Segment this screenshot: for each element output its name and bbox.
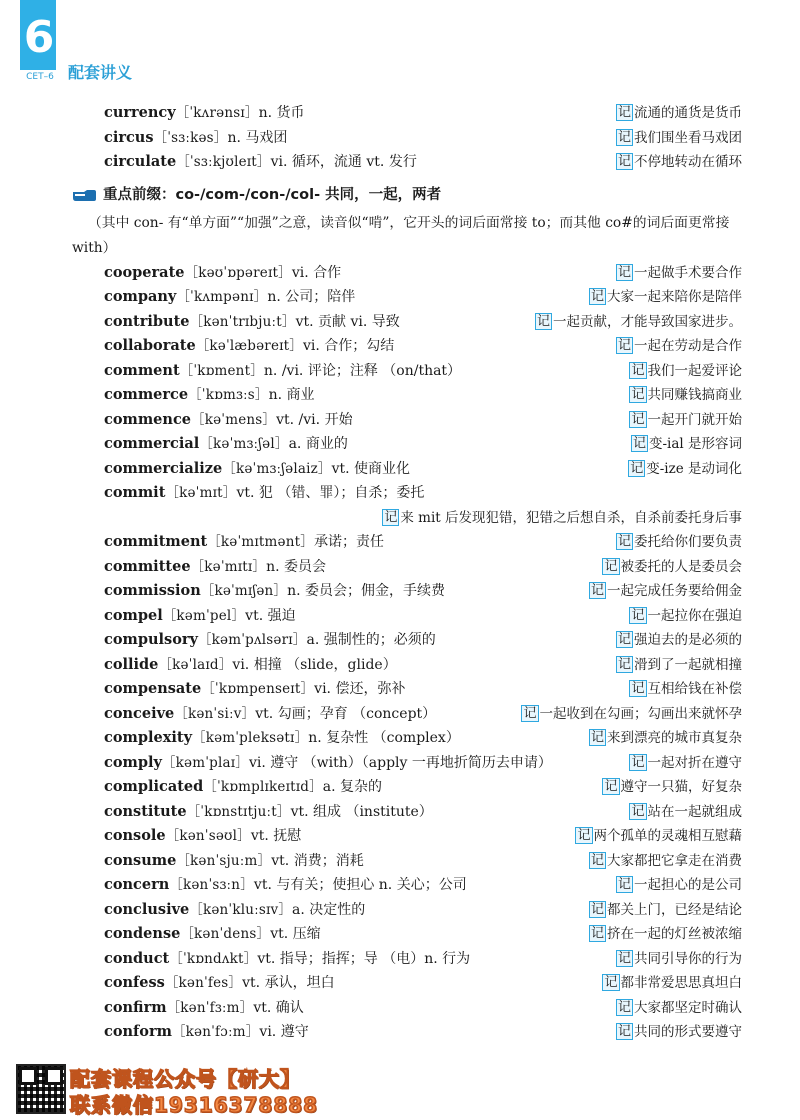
memory-tip xyxy=(616,1020,742,1045)
entry-definition-line xyxy=(104,873,467,898)
phonetic: ［kəˈlaɪd］ xyxy=(158,656,233,673)
vocab-entry xyxy=(0,310,800,335)
memory-tip-text: 来到漂亮的城市真复杂 xyxy=(607,730,742,746)
vocab-entry xyxy=(0,126,800,151)
headword: commence xyxy=(104,410,192,428)
vocab-entry xyxy=(0,849,800,874)
memory-tip xyxy=(589,849,742,874)
phonetic: ［kənˈfes］ xyxy=(164,975,243,991)
entry-definition-line xyxy=(104,996,304,1021)
memory-tip xyxy=(616,653,742,678)
meaning: a. 强制性的；必须的 xyxy=(306,632,436,648)
memory-tip-text: 流通的通货是货币 xyxy=(634,105,742,121)
vocab-entry xyxy=(0,101,800,126)
memory-icon: 记 xyxy=(590,289,604,304)
memory-icon: 记 xyxy=(590,852,604,868)
entry-definition-line xyxy=(104,481,424,506)
memory-tip xyxy=(616,628,742,653)
headword: consume xyxy=(104,851,177,869)
entry-definition-line xyxy=(104,628,436,653)
meaning: vt. 勾画；孕育 （concept） xyxy=(255,705,437,722)
entry-definition-line xyxy=(104,1020,309,1045)
headword: company xyxy=(104,288,177,305)
memory-tip-text: 被委托的人是委员会 xyxy=(620,558,742,575)
vocab-entry xyxy=(0,628,800,653)
phonetic: ［kəmˈpʌlsərɪ］ xyxy=(197,632,307,648)
memory-tip-text: 我们围坐看马戏团 xyxy=(634,129,742,146)
headword: conclusive xyxy=(104,900,190,918)
meaning: vt. 承认，坦白 xyxy=(242,975,335,991)
memory-tip xyxy=(589,579,742,604)
memory-tip xyxy=(589,285,742,310)
entry-definition-line xyxy=(104,150,417,175)
meaning: vi. 合作；勾结 xyxy=(303,338,395,354)
meaning: n. 委员会 xyxy=(266,558,327,575)
vocab-entry xyxy=(0,751,800,776)
meaning: vt. /vi. 开始 xyxy=(276,411,353,428)
headword: complicated xyxy=(104,778,204,795)
vocab-entry xyxy=(0,922,800,947)
phonetic: ［ˈkɒmɜːs］ xyxy=(188,387,269,403)
memory-tip xyxy=(575,824,742,849)
vocab-entry xyxy=(0,359,800,384)
vocabulary-list xyxy=(0,101,800,1045)
memory-tip xyxy=(631,432,742,457)
entry-definition-line xyxy=(104,971,335,996)
meaning: vt. 强迫 xyxy=(245,607,296,624)
meaning: vt. 组成 （institute） xyxy=(290,803,433,820)
headword: committee xyxy=(104,557,191,575)
vocab-entry xyxy=(0,726,800,751)
memory-icon: 记 xyxy=(590,730,604,745)
meaning: vi. 循环，流通 vt. 发行 xyxy=(270,154,417,170)
meaning: n. 商业 xyxy=(268,387,315,403)
memory-tip xyxy=(382,506,742,531)
headword: commerce xyxy=(104,386,189,403)
phonetic: ［kənˈsiːv］ xyxy=(174,705,256,722)
meaning: n. /vi. 评论；注释 （on/that） xyxy=(263,362,462,379)
entry-definition-line xyxy=(104,530,384,555)
entry-definition-line xyxy=(104,653,397,678)
memory-icon: 记 xyxy=(604,975,618,990)
vocab-entry xyxy=(0,947,800,972)
memory-tip xyxy=(616,530,742,555)
meaning: n. 复杂性 （complex） xyxy=(308,730,460,746)
memory-tip-text: 变-ial 是形容词 xyxy=(648,436,742,452)
memory-tip-text: 一起对折在遵守 xyxy=(647,754,742,771)
memory-icon: 记 xyxy=(604,558,618,574)
memory-tip xyxy=(602,971,742,996)
meaning: vi. 偿还，弥补 xyxy=(314,681,406,697)
memory-icon: 记 xyxy=(617,534,631,549)
meaning: vt. 贡献 vi. 导致 xyxy=(295,313,400,330)
prefix-note-text: （其中 con- 有“单方面”“加强”之意，读音似“啃”，它开头的词后面常接 to；而其他 co#的词后面更常接 with） xyxy=(72,214,730,256)
memory-tip-text: 一起拉你在强迫 xyxy=(647,607,742,624)
memory-tip xyxy=(629,359,742,384)
headword: compulsory xyxy=(104,631,198,648)
headword: commit xyxy=(104,484,166,501)
phonetic: ［kənˈfɜːm］ xyxy=(166,999,254,1016)
memory-tip-text: 强迫去的是必须的 xyxy=(634,632,742,648)
meaning: n. 马戏团 xyxy=(227,129,288,146)
phonetic: ［ˈkɒment］ xyxy=(179,362,264,379)
entry-definition-line xyxy=(104,261,341,286)
meaning: n. 货币 xyxy=(258,105,305,121)
memory-icon: 记 xyxy=(632,436,646,451)
headword: conform xyxy=(104,1023,172,1040)
vocab-entry xyxy=(0,1020,800,1045)
headword: collide xyxy=(104,655,159,673)
entry-definition-line xyxy=(104,726,460,751)
memory-tip xyxy=(589,922,742,947)
phonetic: ［ˈsɜːkjʊleɪt］ xyxy=(176,154,271,170)
memory-tip xyxy=(628,457,742,482)
memory-icon: 记 xyxy=(630,460,644,476)
qr-code-icon xyxy=(16,1064,66,1114)
headword: conceive xyxy=(104,704,175,722)
entry-definition-line xyxy=(104,126,287,151)
entry-definition-line xyxy=(104,800,433,825)
headword: complexity xyxy=(104,729,192,746)
memory-tip-text: 互相给钱在补偿 xyxy=(647,681,742,697)
memory-icon: 记 xyxy=(577,828,591,843)
vocab-entry xyxy=(0,457,800,482)
vocab-entry xyxy=(0,150,800,175)
entry-definition-line xyxy=(104,285,355,310)
entry-definition-line xyxy=(104,408,353,433)
memory-icon: 记 xyxy=(617,105,631,120)
entry-definition-line xyxy=(104,751,552,776)
meaning: vt. 压缩 xyxy=(270,926,321,942)
chapter-label: CET–6 xyxy=(26,72,54,82)
headword: commercial xyxy=(104,435,200,452)
memory-icon: 记 xyxy=(631,803,645,819)
memory-tip-text: 共同的形式要遵守 xyxy=(634,1024,742,1040)
phonetic: ［kənˈdens］ xyxy=(180,926,271,942)
memory-tip-text: 一起担心的是公司 xyxy=(634,877,742,893)
memory-tip-text: 一起开门就开始 xyxy=(647,411,742,428)
phonetic: ［ˈkʌrənsɪ］ xyxy=(175,105,259,121)
vocab-group-1 xyxy=(0,101,800,175)
memory-icon: 记 xyxy=(617,1024,631,1039)
memory-icon: 记 xyxy=(604,779,618,794)
entry-definition-line xyxy=(104,383,315,408)
entry-definition-line xyxy=(104,849,364,874)
vocab-entry xyxy=(0,481,800,506)
vocab-entry xyxy=(0,506,800,531)
vocab-entry xyxy=(0,775,800,800)
meaning: vi. 相撞 （slide，glide） xyxy=(232,656,397,673)
phonetic: ［kəˈmɜːʃəlaiz］ xyxy=(222,460,332,477)
pointing-hand-icon xyxy=(72,189,96,202)
memory-tip-text: 大家都坚定时确认 xyxy=(634,999,742,1016)
memory-icon: 记 xyxy=(536,313,550,329)
meaning: vt. 犯 （错、罪）；自杀；委托 xyxy=(236,485,425,501)
memory-tip xyxy=(616,334,742,359)
vocab-entry xyxy=(0,898,800,923)
memory-icon: 记 xyxy=(617,129,631,145)
memory-icon: 记 xyxy=(617,154,631,169)
phonetic: ［kənˈkluːsɪv］ xyxy=(189,901,293,918)
vocab-entry xyxy=(0,873,800,898)
meaning: a. 复杂的 xyxy=(322,779,383,795)
memory-tip-text: 不停地转动在循环 xyxy=(634,154,742,170)
vocab-entry xyxy=(0,261,800,286)
vocab-entry xyxy=(0,579,800,604)
memory-tip-text: 一起收到在勾画；勾画出来就怀孕 xyxy=(539,705,742,722)
memory-tip xyxy=(629,604,742,629)
vocab-entry xyxy=(0,677,800,702)
memory-tip xyxy=(616,261,742,286)
phonetic: ［kənˈsəʊl］ xyxy=(165,828,251,844)
headword: compel xyxy=(104,606,163,624)
vocab-entry xyxy=(0,702,800,727)
vocab-entry xyxy=(0,408,800,433)
meaning: vt. 使商业化 xyxy=(331,460,411,477)
memory-tip-text: 一起在劳动是合作 xyxy=(634,338,742,354)
entry-definition-line xyxy=(104,702,436,727)
memory-tip xyxy=(521,702,742,727)
phonetic: ［kənˈsjuːm］ xyxy=(176,852,272,869)
headword: cooperate xyxy=(104,263,185,281)
phonetic: ［kəˈmɜːʃəl］ xyxy=(199,436,289,452)
vocab-entry xyxy=(0,530,800,555)
vocab-entry xyxy=(0,996,800,1021)
meaning: 承诺；责任 xyxy=(313,534,384,550)
memory-tip xyxy=(535,310,742,335)
memory-tip-text: 滑到了一起就相撞 xyxy=(634,656,742,673)
entry-definition-line xyxy=(104,604,296,629)
headword: confess xyxy=(104,974,165,991)
phonetic: ［ˈsɜːkəs］ xyxy=(153,129,228,146)
headword: commitment xyxy=(104,533,208,550)
memory-tip xyxy=(616,873,742,898)
memory-tip-text: 大家一起来陪你是陪伴 xyxy=(607,289,742,305)
memory-tip xyxy=(629,751,742,776)
memory-icon: 记 xyxy=(631,607,645,623)
memory-tip xyxy=(589,726,742,751)
headword: circulate xyxy=(104,153,177,170)
memory-icon: 记 xyxy=(384,509,398,525)
memory-tip-text: 共同引导你的行为 xyxy=(634,950,742,967)
meaning: vt. 抚慰 xyxy=(250,828,302,844)
meaning: a. 商业的 xyxy=(288,436,348,452)
memory-tip-text: 来 mit 后发现犯错，犯错之后想自杀，自杀前委托身后事 xyxy=(400,509,742,526)
phonetic: ［kəmˈpleksətɪ］ xyxy=(192,730,309,746)
memory-tip-text: 站在一起就组成 xyxy=(647,803,742,820)
memory-icon: 记 xyxy=(590,901,604,917)
memory-icon: 记 xyxy=(617,338,631,353)
entry-definition-line xyxy=(104,359,461,384)
phonetic: ［kəˈmens］ xyxy=(191,411,277,428)
vocab-entry xyxy=(0,824,800,849)
memory-tip-text: 挤在一起的灯丝被浓缩 xyxy=(607,926,742,942)
memory-icon: 记 xyxy=(617,950,631,966)
phonetic: ［kənˈsɜːn］ xyxy=(169,877,254,893)
entry-definition-line xyxy=(104,677,405,702)
entry-definition-line xyxy=(104,310,400,335)
headword: currency xyxy=(104,104,176,121)
memory-tip xyxy=(616,150,742,175)
memory-tip xyxy=(616,101,742,126)
meaning: vt. 指导；指挥；导 （电）n. 行为 xyxy=(257,950,471,967)
headword: contribute xyxy=(104,312,190,330)
vocab-group-2 xyxy=(0,261,800,1045)
entry-definition-line xyxy=(104,555,326,580)
memory-tip xyxy=(629,383,742,408)
headword: conduct xyxy=(104,949,170,967)
phonetic: ［kəˈmɪtɪ］ xyxy=(190,558,267,575)
promo-line-2: 联系微信19316378888 xyxy=(70,1093,319,1117)
memory-tip xyxy=(616,947,742,972)
memory-tip-text: 一起贡献，才能导致国家进步。 xyxy=(553,313,742,330)
memory-tip xyxy=(602,555,742,580)
meaning: vt. 消费；消耗 xyxy=(271,852,364,869)
memory-icon: 记 xyxy=(631,411,645,427)
meaning: vi. 遵守 （with）（apply 一再地折简历去申请） xyxy=(248,754,552,771)
memory-icon: 记 xyxy=(617,999,631,1015)
memory-tip xyxy=(629,800,742,825)
headword: comment xyxy=(104,361,180,379)
phonetic: ［ˈkɒndʌkt］ xyxy=(169,950,258,967)
meaning: n. 委员会；佣金，手续费 xyxy=(287,583,446,599)
memory-tip-text: 一起完成任务要给佣金 xyxy=(607,583,742,599)
memory-tip-text: 两个孤单的灵魂相互慰藉 xyxy=(593,828,742,844)
promo-line-1: 配套课程公众号【研大】 xyxy=(70,1067,301,1091)
phonetic: ［ˈkɒmplɪkeɪtɪd］ xyxy=(203,779,323,795)
meaning: vt. 确认 xyxy=(253,999,304,1016)
headword: commercialize xyxy=(104,459,223,477)
phonetic: ［kənˈfɔːm］ xyxy=(171,1024,260,1040)
headword: comply xyxy=(104,753,162,771)
headword: concern xyxy=(104,876,170,893)
vocab-entry xyxy=(0,285,800,310)
headword: compensate xyxy=(104,680,202,697)
memory-tip xyxy=(589,898,742,923)
phonetic: ［kəˈmɪʃən］ xyxy=(200,583,288,599)
entry-definition-line xyxy=(104,824,301,849)
phonetic: ［kəˈmɪtmənt］ xyxy=(207,534,314,550)
meaning: a. 决定性的 xyxy=(292,901,366,918)
entry-definition-line xyxy=(104,947,470,972)
memory-icon: 记 xyxy=(631,681,645,696)
memory-tip-text: 遵守一只猫，好复杂 xyxy=(620,779,742,795)
prefix-heading: 重点前缀：co-/com-/con-/col- 共同，一起，两者 xyxy=(103,186,442,203)
entry-definition-line xyxy=(104,922,321,947)
vocab-entry xyxy=(0,383,800,408)
memory-icon: 记 xyxy=(617,264,631,280)
memory-tip xyxy=(616,126,742,151)
vocab-entry xyxy=(0,653,800,678)
vocab-entry xyxy=(0,604,800,629)
memory-tip-text: 一起做手术要合作 xyxy=(634,264,742,281)
phonetic: ［ˈkʌmpənɪ］ xyxy=(176,289,268,305)
phonetic: ［kənˈtrɪbjuːt］ xyxy=(189,313,296,330)
memory-icon: 记 xyxy=(590,583,604,598)
memory-tip-text: 都关上门，已经是结论 xyxy=(607,901,742,918)
entry-definition-line xyxy=(104,898,365,923)
meaning: n. 公司；陪伴 xyxy=(267,289,356,305)
phonetic: ［kəmˈpel］ xyxy=(162,607,246,624)
vocab-entry xyxy=(0,334,800,359)
memory-tip-text: 大家都把它拿走在消费 xyxy=(607,852,742,869)
entry-definition-line xyxy=(104,101,305,126)
headword: condense xyxy=(104,925,181,942)
vocab-entry xyxy=(0,555,800,580)
memory-tip xyxy=(629,408,742,433)
headword: confirm xyxy=(104,998,167,1016)
memory-tip-text: 共同赚钱搞商业 xyxy=(647,387,742,403)
phonetic: ［ˈkɒmpenseɪt］ xyxy=(201,681,315,697)
vocab-entry xyxy=(0,971,800,996)
entry-definition-line xyxy=(104,775,382,800)
memory-tip xyxy=(602,775,742,800)
memory-tip xyxy=(616,996,742,1021)
memory-tip-text: 都非常爱思思真坦白 xyxy=(620,975,742,991)
entry-definition-line xyxy=(104,334,394,359)
memory-icon: 记 xyxy=(631,387,645,402)
memory-icon: 记 xyxy=(617,632,631,647)
phonetic: ［kəʊˈɒpəreɪt］ xyxy=(184,264,292,281)
phonetic: ［kəˈmɪt］ xyxy=(165,485,237,501)
entry-definition-line xyxy=(104,457,410,482)
memory-icon: 记 xyxy=(617,877,631,892)
memory-tip-text: 我们一起爱评论 xyxy=(647,362,742,379)
memory-icon: 记 xyxy=(631,362,645,378)
vocab-entry xyxy=(0,432,800,457)
memory-tip-text: 委托给你们要负责 xyxy=(634,534,742,550)
phonetic: ［ˈkɒnstɪtjuːt］ xyxy=(186,803,291,820)
memory-icon: 记 xyxy=(631,754,645,770)
section-title: 配套讲义 xyxy=(68,63,133,82)
entry-definition-line xyxy=(104,432,348,457)
phonetic: ［kəˈlæbəreɪt］ xyxy=(195,338,303,354)
headword: circus xyxy=(104,128,154,146)
headword: constitute xyxy=(104,802,187,820)
meaning: vi. 合作 xyxy=(291,264,342,281)
prefix-note xyxy=(0,211,752,261)
headword: collaborate xyxy=(104,337,196,354)
memory-icon: 记 xyxy=(617,656,631,672)
entry-definition-line xyxy=(104,579,445,604)
memory-icon: 记 xyxy=(590,926,604,941)
vocab-entry xyxy=(0,800,800,825)
memory-icon: 记 xyxy=(523,705,537,721)
headword: console xyxy=(104,827,166,844)
chapter-number: 6 xyxy=(23,12,55,63)
meaning: vt. 与有关；使担心 n. 关心；公司 xyxy=(253,877,467,893)
memory-tip-text: 变-ize 是动词化 xyxy=(646,460,742,477)
prefix-heading-row xyxy=(0,179,800,211)
meaning: vi. 遵守 xyxy=(259,1024,309,1040)
phonetic: ［kəmˈplaɪ］ xyxy=(161,754,249,771)
memory-tip xyxy=(629,677,742,702)
headword: commission xyxy=(104,582,201,599)
